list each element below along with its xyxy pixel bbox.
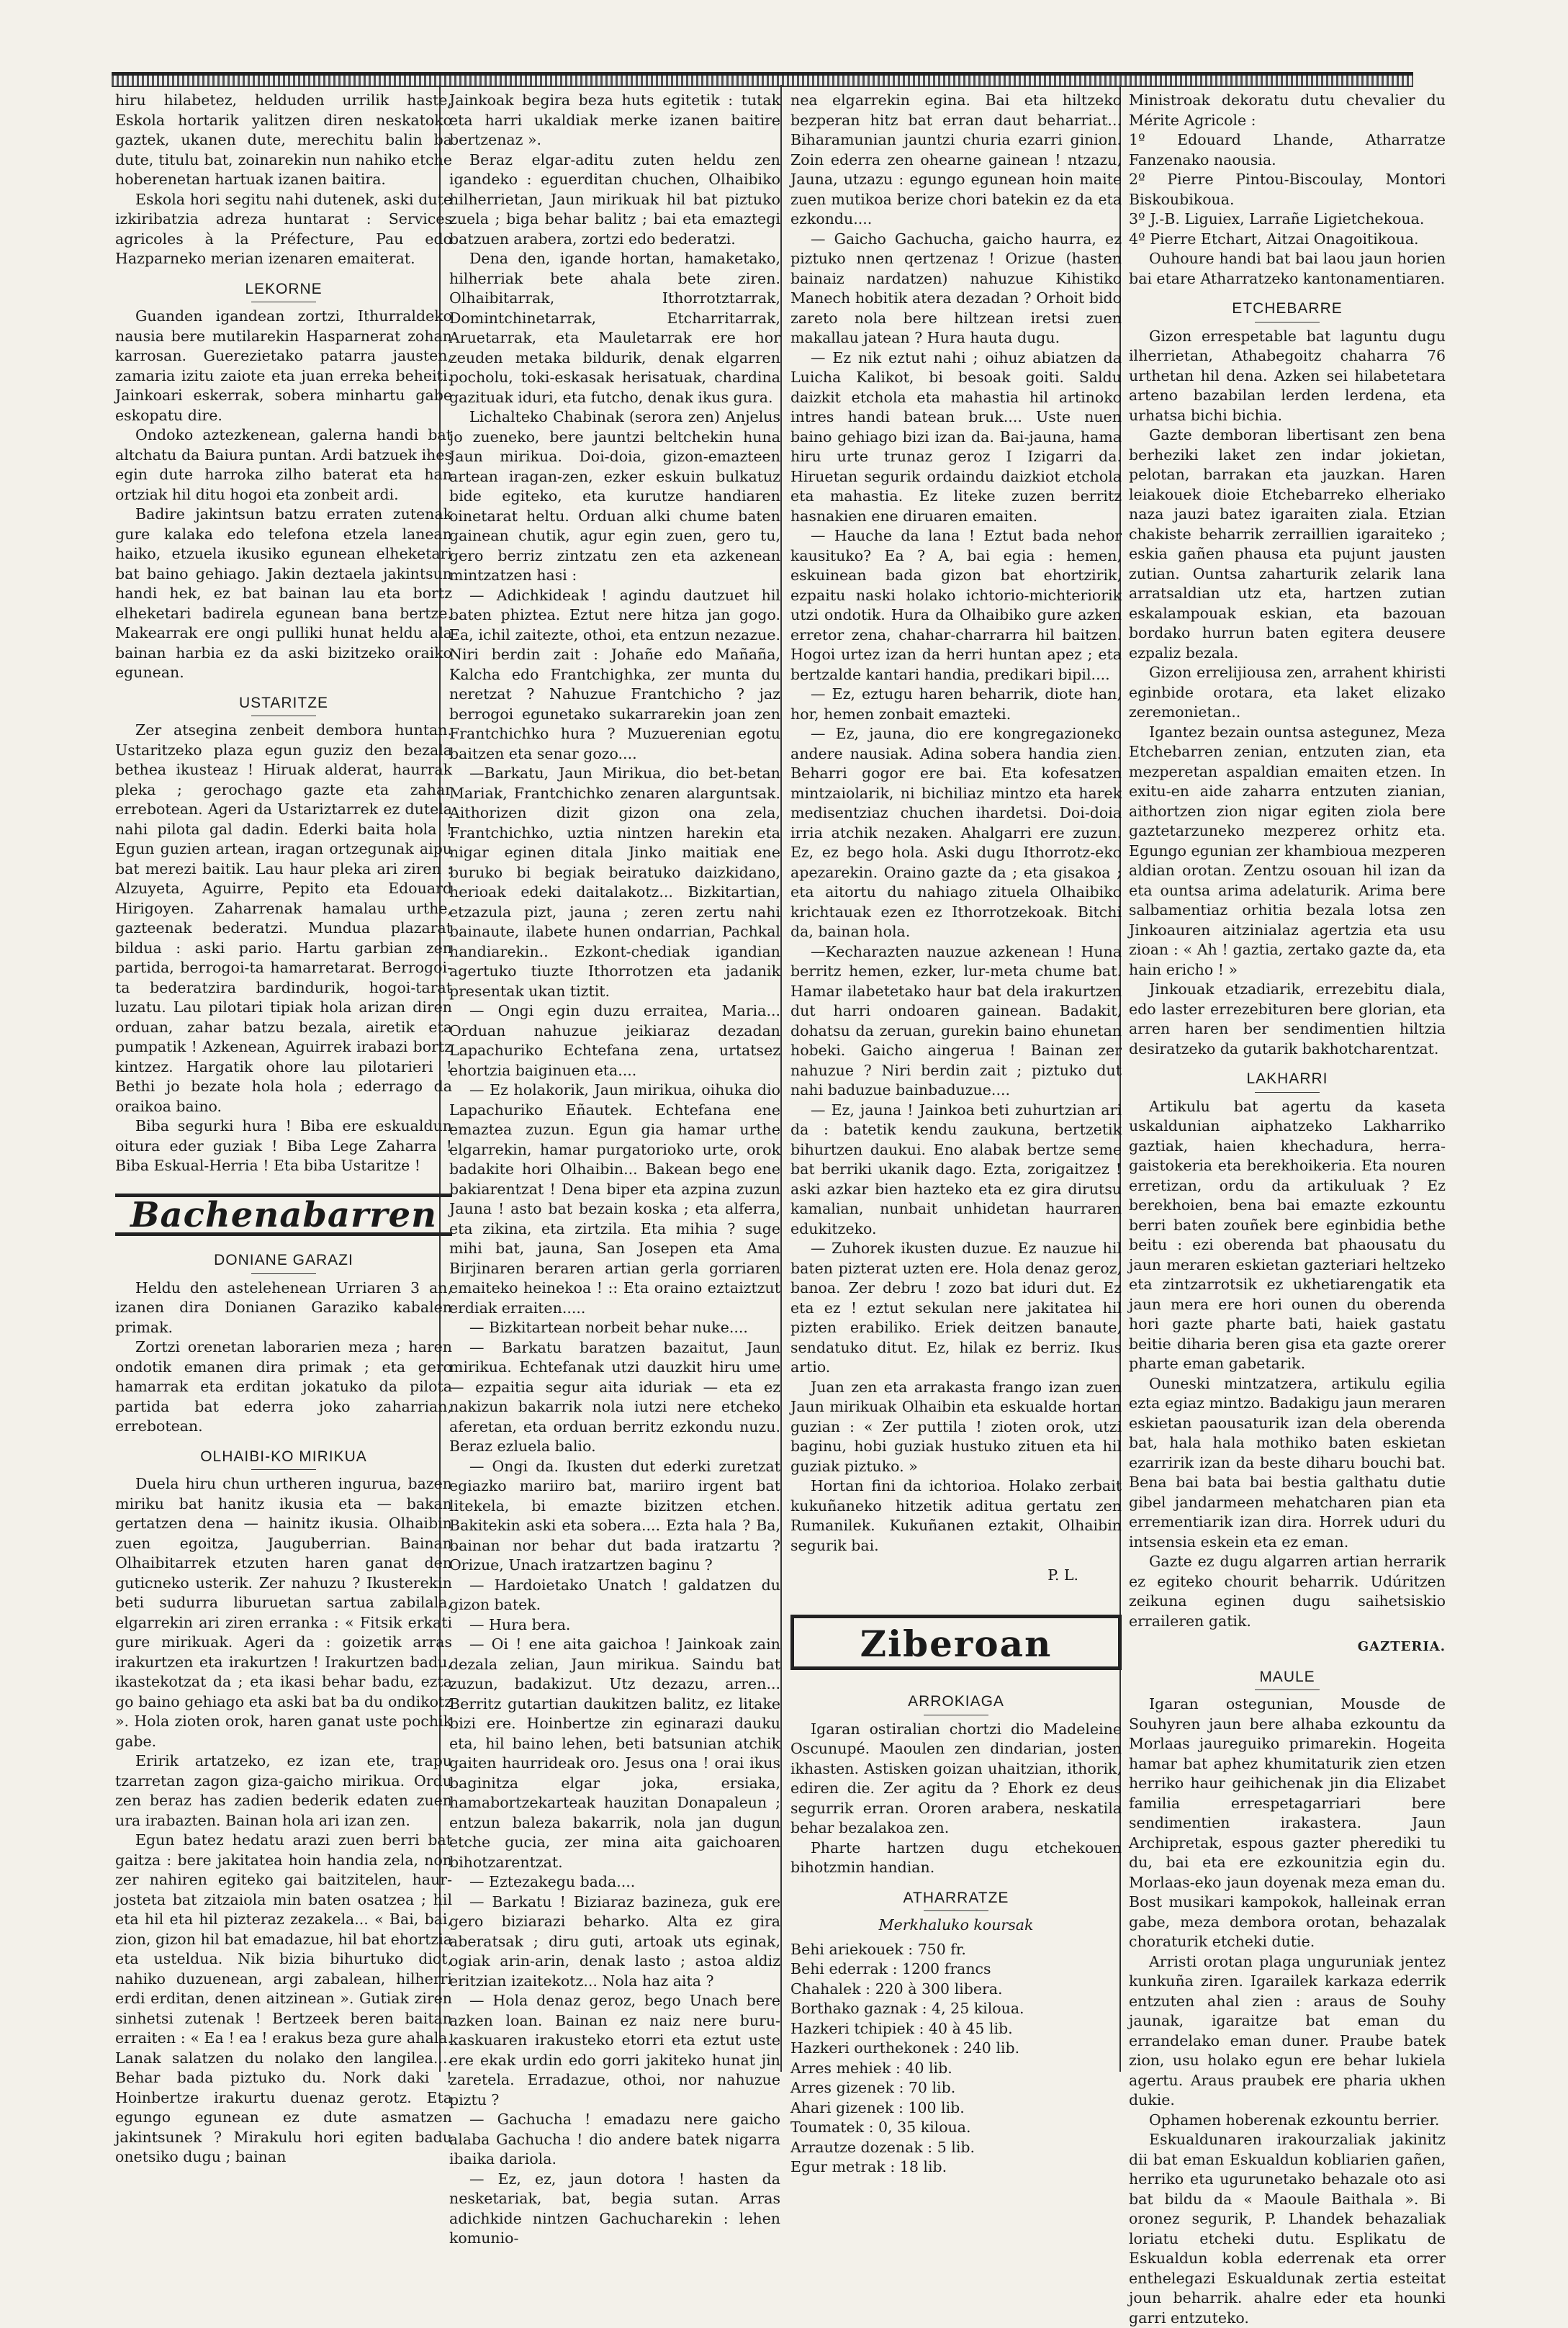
- paragraph: Igaran ostegunian, Mousde de Souhyren jaun bere alhaba ezkountu da Morlaas jaureguiko primarekin. Hogeita hamar bat aphez khumitaturik zien etzen herriko haur geihichenak jin dia Elizabet familia errespetagarriari bere sendimentien irakastera. Jaun Archipretak, espous gazter pherediki tu du, bai eta ere ezkounitzia egin du. Morlaas-eko jaun doyenak meza eman du. Bost musikari kampokok, halleinak erran gabe, meza dembora orotan, behazalak choraturik etcheki dutie.: [1129, 1695, 1446, 1950]
- paragraph: — Gaicho Gachucha, gaicho haurra, ez piztuko nnen qertzenaz ! Orizue (hasten bainaiz nardatzen) nahuzue Kihistiko Manech hobitik atera dezadan ? Orhoit bido zareto nola bere hiltzean iretsi zuen makallau jatean ? Hura hauta dugu.: [790, 230, 1122, 346]
- top-rule: [112, 72, 1413, 87]
- paragraph: — Gachucha ! emadazu nere gaicho alaba Gachucha ! dio andere batek nigarra ibaika dariola.: [449, 2111, 780, 2167]
- paragraph: Ondoko aztezkenean, galerna handi bat altchatu da Baiura puntan. Ardi batzuek ihes egin dute harroka zilho baterat eta han ortziak hil ditu hogoi eta zonbeit ardi.: [115, 426, 452, 503]
- column-4: [1129, 91, 1446, 2328]
- paragraph: hiru hilabetez, helduden urrilik haste, Eskola hortarik yalitzen diren neskatoko gaztek, ukanen dute, merechitu balin ba dute, titulu bat, zoinarekin nun nahiko etche hoberenetan hartuak izanen baitira.: [115, 91, 452, 188]
- price-list: [790, 1940, 1122, 2178]
- column-3: [790, 91, 1122, 2178]
- paragraph: — Ez, eztugu haren beharrik, diote han, hor, hemen zonbait emazteki.: [790, 685, 1122, 723]
- paragraph: — Eztezakegu bada....: [469, 1873, 636, 1890]
- section-heading-atharratze: ATHARRATZE: [790, 1888, 1122, 1912]
- paragraph: — Hardoietako Unatch ! galdatzen du gizon batek.: [449, 1576, 780, 1613]
- paragraph: Igaran ostiralian chortzi dio Madeleine Oscunupé. Maoulen zen dindarian, josten ikhasten. Astisken goizan uhaitzian, ithorik, ediren die. Zer agitu da ? Ehork ez deus segurrik erran. Ororen arabera, neskatila behar bezalakoa zen.: [790, 1720, 1122, 1836]
- price-item: Toumatek : 0, 35 kiloua.: [790, 2119, 971, 2136]
- paragraph: Jinkouak etzadiarik, errezebitu diala, edo laster errezebituren bere glorian, eta arren haren ber sendimentien hiltzia desiratzeko da gutarik bakhotcharentzat.: [1129, 980, 1446, 1057]
- section-heading-ustaritze: USTARITZE: [115, 693, 452, 717]
- paragraph: — Bizkitartean norbeit behar nuke....: [469, 1319, 748, 1336]
- price-item: Hazkeri tchipiek : 40 à 45 lib.: [790, 2019, 1013, 2037]
- paragraph: Artikulu bat agertu da kaseta uskaldunian aiphatzeko Lakharriko gaztiak, haien khechadura, herra-gaistokeria eta berekhoikeria. Eta nouren erretizan, ordu da artikuluak ? Ez berekhoien, bena bai emazte ezkountu berri baten zouñek bere eginbidia bethe beitu : ezi oberenda bat phaousatu du jaun meraren eskietan gazteriari heltzeko eta zintzarrotsik ez ukhetiarengatik eta jaun mera ere hori ounen du oberenda hori gazte pharte bati, haiek gastatu beitie diharia beren gisa eta gazte orerer pharte eman gabetarik.: [1129, 1097, 1446, 1372]
- list-item: 4º Pierre Etchart, Aitzai Onagoitikoua.: [1129, 230, 1419, 248]
- region-banner-ziberoan: Ziberoan: [790, 1615, 1122, 1671]
- paragraph: Zer atsegina zenbeit dembora huntan. Ustaritzeko plaza egun guziz den bezala bethea ikusteaz ! Hiruak alderat, haurrak pleka ; gerochago gazte eta zahar errebotean. Ageri da Ustariztarrek ez dutela nahi pilota gal dadin. Ederki baita hola ! Egun guzien artean, iragan ortzegunak aipu bat merezi baitik. Lau haur pleka ari ziren : Alzuyeta, Aguirre, Pepito eta Edouard Hirigoyen. Zaharrenak hamalau urthe, gazteenak bederatzi. Mundua plazarat bildua : aski pario. Hartu garbian zen partida, berrogoi-ta hamarretarat. Berrogoi-ta bederatzira bardindurik, hogoi-tarat luzatu. Lau pilotari tipiak hola arizan diren orduan, zahar batzu bezala, airetik eta pumpatik ! Azkenean, Aguirrek irabazi bortz kintzez. Hargatik ohore lau pilotarieri ! Bethi jo bezate hola hola ; ederrago da oraikoa baino.: [115, 721, 452, 1115]
- paragraph: — Ez holakorik, Jaun mirikua, oihuka dio Lapachuriko Eñautek. Echtefana ene emaztea zuzun. Egun gia hamar urthe elgarrekin, hamar purgatorioko urte, orok badakite hori Olhaibin... Bakean bego ene bakiarentzat ! Dena biper eta azpina zuzun Jauna ! asto bat bezain koska ; eta alferra, eta zikina, eta zirtzila. Eta mihia ? suge mihi bat, jauna, San Josepen eta Ama Birjinaren beraren artian gerla gorriaren emaiteko heinekoa ! :: Eta oraino eztaiztzut erdiak erraiten.....: [449, 1081, 780, 1317]
- paragraph: nea elgarrekin egina. Bai eta hiltzeko bezperan hitz bat erran daut beharriat... Biharamunian jauntzi churia ezarri ginion. Zoin ederra zen ohearne gainean ! ntzazu, Jauna, utzazu : egungo egunean hoin maite zuen mutikoa berize chori batekin ez da eta ezkondu....: [790, 91, 1122, 227]
- paragraph: —Barkatu, Jaun Mirikua, dio bet-betan Mariak, Frantchichko zenaren alarguntsak. Aithorizen dizit gizon ona zela, Frantchichko, uztia nintzen harekin eta nigar eginen ditala Jinko maitiak ene buruko bi begiak beiratuko daizkidano, herioak edeki daitalakotz... Bizkitartian, etzazula pizt, jauna ; zeren zertu nahi bainaute, ilabete hunen ondarrian, Pachkal handiarekin.. Ezkont-chediak igandian agertuko tiuzte Ithorrotzen eta jadanik presentak ukan tiztit.: [449, 764, 780, 1000]
- price-item: Borthako gaznak : 4, 25 kiloua.: [790, 2000, 1024, 2017]
- section-heading-doniane-garazi: DONIANE GARAZI: [115, 1250, 452, 1274]
- paragraph: Badire jakintsun batzu erraten zutenak gure kalaka edo telefona etzela lanean haiko, etzuela ikusiko egunean elheketari bat baino gehiago. Jakin deztaela jakintsun handi hek, ez bat bainan lau eta bortz elheketari badirela egunean bana bertze. Makearrak ere ongi pulliki hunat heldu ala bainan harbia ez da aski bizitzeko oraiko egunean.: [115, 505, 452, 681]
- list-item: 2º Pierre Pintou-Biscoulay, Montori Biskoubikoua.: [1129, 171, 1446, 208]
- list-item: 3º J.-B. Liguiex, Larrañe Ligietchekoua.: [1129, 210, 1425, 227]
- paragraph: Pharte hartzen dugu etchekouen bihotzmin handian.: [790, 1839, 1122, 1876]
- column-divider: [780, 85, 782, 2072]
- price-item: Arres mehiek : 40 lib.: [790, 2059, 952, 2077]
- paragraph: Gizon errespetable bat laguntu dugu ilherrietan, Athabegoitz chaharra 76 urthetan hil dena. Azken sei hilabetetara arteno bazabilan lerden lerdena, eta urhatsa bichi bichia.: [1129, 327, 1446, 424]
- paragraph: — Ez, ez, jaun dotora ! hasten da nesketariak, bat, begia sutan. Arras adichkide nintzen Gachucharekin : lehen komunio-: [449, 2170, 780, 2247]
- price-item: Behi ariekouek : 750 fr.: [790, 1940, 966, 1958]
- paragraph: Gazte ez dugu algarren artian herrarik ez egiteko chourit beharrik. Udúritzen zeikuna eginen dugu saihetsiskio erraileren gatik.: [1129, 1553, 1446, 1630]
- paragraph: — Ongi egin duzu erraitea, Maria... Orduan nahuzue jeikiaraz dezadan Lapachuriko Echtefana zena, urtatsez ehortzia baiginuen eta....: [449, 1002, 780, 1079]
- column-1: [115, 91, 452, 2167]
- paragraph: — Barkatu baratzen bazaitut, Jaun mirikua. Echtefanak utzi dauzkit hiru ume — ezpaitia segur aita iduriak — eta ez nakizun bakarrik nola iutzi nere etcheko aferetan, eta orduan berritz ezkondu nuzu. Beraz ezluela balio.: [449, 1338, 780, 1455]
- author-signature: P. L.: [1047, 1566, 1078, 1584]
- paragraph: Dena den, igande hortan, hamaketako, hilherriak bete ahala bete ziren. Olhaibitarrak, Ithorrotztarrak, Domintchinetarrak, Etcharritarrak, Aruetarrak, eta Mauletarrak ere hor zeuden metaka bildurik, denak elgarren pocholu, toki-eskasak herisatuak, chardina gazituak iduri, eta futcho, denak ikus gura.: [449, 250, 780, 406]
- paragraph: — Zuhorek ikusten duzue. Ez nauzue hil baten pizterat uzten ere. Hola denaz geroz, banoa. Zer debru ! zozo bat iduri dut. Ez eta ez ! eztut sekulan nere jakitatea hil pizten erabiliko. Eriek deitzen banaute, sendatuko ditut. Ez, hilak ez berriz. Ikus artio.: [790, 1240, 1122, 1376]
- price-item: Arres gizenek : 70 lib.: [790, 2079, 956, 2096]
- paragraph: Eskualdunaren irakourzaliak jakinitz dii bat eman Eskualdun kobliarien gañen, herriko eta ugurunetako behazale oto asi bat bildu da « Maoule Baithala ». Bi oronez segurik, P. Lhandek behazaliak loriatu etcheki dutu. Esplikatu de Eskualdun kobla ederrenak eta orrer enthelegazi Eskualdunak zertia esteitat joun beharrik. ahalre eder eta hounki garri entzuteko.: [1129, 2131, 1446, 2327]
- list-item: 1º Edouard Lhande, Atharratze Fanzenako naousia.: [1129, 131, 1446, 168]
- paragraph: Gizon errelijiousa zen, arrahent khiristi eginbide orotara, eta laket elizako zeremonietan..: [1129, 664, 1446, 721]
- paragraph: — Hura bera.: [469, 1615, 571, 1633]
- price-item: Egur metrak : 18 lib.: [790, 2158, 947, 2175]
- paragraph: Zortzi orenetan laborarien meza ; haren ondotik emanen dira primak ; eta gero hamarrak eta erditan jokatuko da pilota partida bat ederra joko zaharrian, errebotean.: [115, 1338, 452, 1435]
- paragraph: Duela hiru chun urtheren ingurua, bazen miriku bat hanitz ikusia eta — bakan gertatzen dena — hainitz ikusia. Olhaibin zuen egoitza, Jauguberrian. Bainan Olhaibitarrek etzuten haren ganat den guticneko usterik. Zer nahuzu ? Ikusterekin beti sudurra liburuetan sartua zabilala, elgarrekin ari ziren erranka : « Fitsik erkati gure mirikuak. Ageri da : goizetik arras irakurtzen eta irakurtzen ! Irakurtzen badu, ikastekotzat da ; eta ikasi behar badu, ezta go baino gehiago eta aski bat ba du ondikotz ». Hola zioten orok, haren ganat uste pochik gabe.: [115, 1475, 452, 1750]
- paragraph: Ouhoure handi bat bai laou jaun horien bai etare Atharratzeko kantonamentiaren.: [1129, 250, 1446, 287]
- paragraph: Eririk artatzeko, ez izan ete, trapu tzarretan zagon giza-gaicho mirikua. Ordu zen beraz has zadien bederik edaten zuen ura irabazten. Bainan hola ari izan zen.: [115, 1752, 452, 1829]
- paragraph: Juan zen eta arrakasta frango izan zuen Jaun mirikuak Olhaibin eta eskualde hortan guzian : « Zer puttila ! zioten orok, utzi baginu, hobi guziak hustuko zituen eta hil guziak piztuko. »: [790, 1378, 1122, 1475]
- paragraph: — Adichkideak ! agindu dautzuet hil baten phiztea. Eztut nere hitza jan gogo. Ea, ichil zaitezte, othoi, eta entzun nezazue. Niri berdin zait : Johañe edo Mañaña, Kalcha edo Frantchighka, zer munta du neretzat ? Nahuzue Frantchicho ? jaz berrogoi egunetako sukarrarekin joan zen Frantchichko hura ? Muzuerenian egotu baitzen eta senar gozo....: [449, 586, 780, 762]
- paragraph: Beraz elgar-aditu zuten heldu zen igandeko : eguerditan chuchen, Olhaibiko hilherrietan, Jaun mirikuak hil bat piztuko zuela ; biga behar balitz ; bai eta emaztegi batzuen arabera, zortzi edo bederatzi.: [449, 150, 780, 248]
- section-heading-lakharri: LAKHARRI: [1129, 1069, 1446, 1093]
- section-heading-etchebarre: ETCHEBARRE: [1129, 299, 1446, 322]
- paragraph: — Ongi da. Ikusten dut ederki zuretzat egiazko mariiro bat, mariiro irgent bat litekela, bi emazte bizitzen etchen. Bakitekin aski eta sobera.... Ezta hala ? Ba, bainan nor behar dut bada iratzartu ? Orizue, Unach iratzartzen baginu ?: [449, 1457, 780, 1574]
- price-item: Behi ederrak : 1200 francs: [790, 1960, 991, 1977]
- price-item: Ahari gizenek : 100 lib.: [790, 2098, 965, 2116]
- section-heading-maule: MAULE: [1129, 1667, 1446, 1691]
- author-signature: GAZTERIA.: [1357, 1639, 1446, 1654]
- price-item: Arrautze dozenak : 5 lib.: [790, 2138, 976, 2156]
- paragraph: Egun batez hedatu arazi zuen berri bat gaitza : bere jakitatea hoin handia zela, non zer nahiren egiteko gai baitzitelen, haur-josteta bat zitzaiola min baten osatzea ; hil eta hil eta hil pizteraz zezakela... « Bai, bai, zion, gizon hil bat emadazue, hil bat ehortzia eta usteldua. Nik bizia bihurtuko diot, nahiko duzuenean, argi zabalean, hilherri erdi erditan, denen aitzinean ». Gutiak ziren sinhetsi zutenak ! Bertzeek beren baitan erraiten : « Ea ! ea ! erakus beza gure ahala. Lanak salatzen du nolako den langilea.... Behar bada piztuko du. Nork daki ! Hoinbertze irakurtu duenaz gerotz. Eta egungo egunean ez dute asmatzen jakintsunek ? Mirakulu hori egiten badu onetsiko dugu ; bainan: [115, 1831, 452, 2165]
- paragraph: — Oi ! ene aita gaichoa ! Jainkoak zain dezala zelian, Jaun mirikua. Saindu bat zuzun, badakizut. Utz dezazu, arren... Berritz gutartian daukitzen balitz, ez litake bizi ere. Hoinbertze zin eginarazi dauku eta, hil baino lehen, beti batsunian atchik gaiten haurrideak oro. Jesus ona ! orai ikus baginitza elgar joka, ersiaka, hamabortzekarteak hauzitan Donapaleun ; entzun baleza bakarrik, nola jan dugun etche gucia, zer mina aita gaichoaren bihotzarentzat.: [449, 1636, 780, 1871]
- paragraph: Heldu den astelehenean Urriaren 3 an, izanen dira Donianen Garaziko kabalen primak.: [115, 1278, 452, 1336]
- paragraph: —Kecharazten nauzue azkenean ! Huna berritz hemen, ezker, lur-meta chume bat. Hamar ilabetetako haur bat dela irakurtzen dut harri ondoaren gainean. Badakit, dohatsu da zeruan, gurekin baino ehunetan hobeki. Gaicho aingerua ! Bainan zer nahuzue ? Niri berdin zait ; piztuko dut nahi baduzue bainbaduzue....: [790, 942, 1122, 1098]
- paragraph: — Ez, jauna, dio ere kongregazioneko andere nausiak. Adina sobera handia zien. Beharri gogor ere bai. Eta kofesatzen mintzaiolarik, ni bichiliaz mintzo eta harek medisentziaz chuchen ihardetsi. Doi-doia irria atchik nezaken. Ahalgarri ere zuzun. Ez, ez bego hola. Aski dugu Ithorrotz-eko apezarekin. Oraino gazte da ; eta gisakoa ; eta aitortu du nahiago zituela Olhaibiko krichtauak ezen ez Ithorrotzekoak. Bitchi da, bainan hola.: [790, 725, 1122, 940]
- paragraph: Jainkoak begira beza huts egitetik : tutak eta harri ukaldiak merke izanen baitire bertzenaz ».: [449, 91, 780, 148]
- paragraph: Gazte demboran libertisant zen bena berheziki laket zen indar jokietan, pelotan, barrakan eta jauzkan. Haren leiakouek dioie Etchebarreko elheriako naza jauzi batez igaraiten ziala. Etzian chakiste beharrik zerraillien igaraiteko ; eskia gañen phausa eta pujunt jausten zutian. Ountsa zaharturik zelarik lana arratsaldian utz eta, hartzen zutian eskalampouak eskian, eta bazouan bordako hurrun baten egitera deusere ezpaliz bezala.: [1129, 426, 1446, 662]
- paragraph: — Ez nik eztut nahi ; oihuz abiatzen da Luicha Kalikot, bi besoak goiti. Saldu daizkit etchola eta mahastia hil artinoko intres handi batean bruk.... Uste nuen baino gehiago bizi izan da. Bai-jauna, hama hiru urte trunaz geroz I Izigarri da. Hiruetan segurik ordaindu daizkiot etchola eta mahastia. Ez liteke zuzen berritz hasnakien ene diruaren emaiten.: [790, 348, 1122, 525]
- section-heading-lekorne: LEKORNE: [115, 279, 452, 303]
- honors-list: [1129, 130, 1446, 249]
- paragraph: Ouneski mintzatzera, artikulu egilia ezta egiaz mintzo. Badakigu jaun meraren eskietan paousaturik izan dela oberenda bat, hala hala mothiko baten eskietan ezarririk izan da beste diharu bouchi bat. Bena bai bata bai bestia galthatu dutie gibel jandarmeen mehatcharen pian eta errementiarik izan dira. Horrek uduri du intsensia eskein eta ez eman.: [1129, 1374, 1446, 1551]
- paragraph: Biba segurki hura ! Biba ere eskualdun oitura eder guziak ! Biba Lege Zaharra ! Biba Eskual-Herria ! Eta biba Ustaritze !: [115, 1117, 452, 1174]
- paragraph: Ophamen hoberenak ezkountu berrier.: [1149, 2111, 1440, 2129]
- paragraph: Lichalteko Chabinak (serora zen) Anjelus jo zueneko, bere jauntzi beltchekin huna Jaun mirikua. Doi-doia, gizon-emazteen artean iragan-zen, ezker eskuin bulkatuz bide egiteko, eta kurutze handiaren oinetarat heltu. Orduan alki chume baten gainean chutik, agur egin zuen, gero tu, gero berriz zintzatu zen eta azkenean mintzatzen hasi :: [449, 408, 780, 584]
- paragraph: Igantez bezain ountsa astegunez, Meza Etchebarren zenian, entzuten zian, eta mezperetan aspaldian emaiten etzen. In exitu-en aide zaharra entzuten zianian, aithortzen zion nigar egiten ziola bere gaztetarzuneko mezperez orhitz eta. Egungo egunian zer khambioua mezperen aldian orotan. Zentzu osouan hil izan da eta ountsa arima adelaturik. Arima bere salbamentiaz orhitia bezala lotsa zen Jinkoauren aitzinialaz agertzia eta usu zioan : « Ah ! gaztia, zertako gazte da, eta hain ericho ! »: [1129, 723, 1446, 978]
- market-subheading: Merkhaluko koursak: [878, 1916, 1034, 1934]
- paragraph: — Hauche da lana ! Eztut bada nehor kausituko? Ea ? A, bai egia : hemen, eskuinean bada gizon bat ehortzirik, ezpaitu naski holako ichtorio-michteriorik utzi ondotik. Hura da Olhaibiko gure azken erretor zena, chahar-charrarra hil baitzen. Hogoi urtez izan da herri huntan apez ; eta bertzalde kantari handia, predikari bipil....: [790, 527, 1122, 683]
- paragraph: Ministroak dekoratu dutu chevalier du Mérite Agricole :: [1129, 91, 1446, 129]
- paragraph: — Barkatu ! Biziaraz bazineza, guk ere gero biziarazi beharko. Alta ez gira aberatsak ; diru guti, artoak uts eginak, ogiak arin-arin, denak lasto ; astoa aldiz eritzian izaitekotz... Nola haz aita ?: [449, 1892, 780, 1990]
- column-2: [449, 91, 780, 2249]
- section-heading-arrokiaga: ARROKIAGA: [790, 1692, 1122, 1715]
- paragraph: Guanden igandean zortzi, Ithurraldeko nausia bere mutilarekin Hasparnerat zohan karrosan. Guerezietako patarra jausten, zamaria izitu zaiote eta juan erreka beheiti. Jainkoari eskerrak, sobera minhartu gabe eskopatu dire.: [115, 307, 452, 424]
- price-item: Chahalek : 220 à 300 libera.: [790, 1980, 1003, 1998]
- region-banner-bachenabarren: Bachenabarren: [115, 1194, 452, 1237]
- paragraph: Arristi orotan plaga unguruniak jentez kunkuña ziren. Igarailek karkaza ederrik entzuten ahal zien : araus de Souhy jaunak, igaraitze bat eman du errandelako eman duner. Praube batek zion, usu holako egun ere behar lukiela agertu. Araus praubek ere pharia ukhen dukie.: [1129, 1952, 1446, 2108]
- section-heading-olhaibi: OLHAIBI-KO MIRIKUA: [115, 1447, 452, 1471]
- price-item: Hazkeri ourthekonek : 240 lib.: [790, 2039, 1020, 2057]
- paragraph: Eskola hori segitu nahi dutenek, aski dute izkiribatzia adreza huntarat : Services agricoles à la Préfecture, Pau edo Hazparneko merian izenaren emaiterat.: [115, 190, 452, 267]
- paragraph: — Hola denaz geroz, bego Unach bere azken loan. Bainan ez naiz nere buru-kaskuaren irakusteko etorri eta eztut uste ere ekak urdin edo gorri jakiteko hunat jin zaretela. Erradazue, othoi, nor nahuzue piztu ?: [449, 1992, 780, 2108]
- paragraph: — Ez, jauna ! Jainkoa beti zuhurtzian ari da : batetik kendu zaukuna, bertzetik bihurtzen daukui. Eno alabak bertze seme bat berriki ukanik dago. Ezta, zorigaitzez ! aski azkar bien hazteko eta ez gira dirutsu kamalian, nunbait unhidetan haurraren edukitzeko.: [790, 1101, 1122, 1237]
- paragraph: Hortan fini da ichtorioa. Holako zerbait kukuñaneko hitzetik aditua gertatu zen Rumanilek. Kukuñanen eztakit, Olhaibin segurik bai.: [790, 1477, 1122, 1554]
